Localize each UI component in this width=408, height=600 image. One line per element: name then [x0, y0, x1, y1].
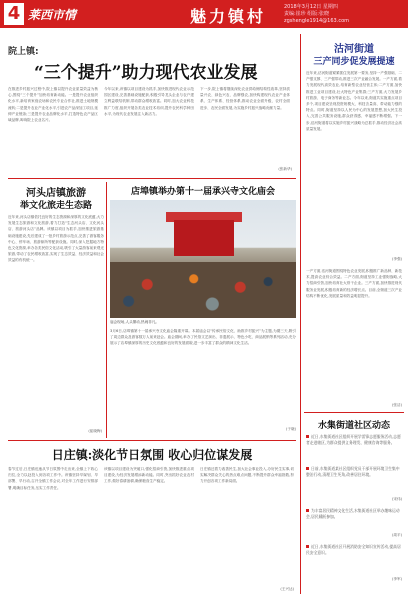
divider-line: [8, 440, 296, 441]
editor-line: 责编:崔珍 组版:张晓: [284, 11, 329, 17]
stage: [174, 220, 234, 256]
lead-column-3: 下一步,院上镇将继续深化农业供给侧结构性改革,坚持质量兴农、绿色兴农、品牌强农,加快构建现代农业产业体系、生产体系、经营体系,推动农业全面升级、农村全面进步、农民全面发展,为实施乡村振兴战略贡献力量。: [200, 87, 290, 110]
lead-headline: “三个提升”助力现代农业发展: [34, 63, 258, 83]
bullet-icon: [306, 467, 309, 470]
email-line: zgshengle1914@163.com: [284, 18, 349, 24]
left-mid-headline-1: 河头店镇旅游: [26, 188, 86, 199]
right-top-headline-1: 沽河街道: [334, 44, 374, 55]
bullet-icon: [306, 435, 309, 438]
temple-fair-photo: [110, 200, 296, 318]
crowd: [110, 262, 296, 318]
bottom-headline: 日庄镇:淡化节日氛围 收心归位谋发展: [51, 448, 253, 462]
right-top-headline-2: 三产同步促发展提速: [313, 57, 395, 67]
bullet-icon: [306, 509, 309, 512]
page-title: 魅力镇村: [190, 7, 267, 26]
right-mid-byline: (张洁): [392, 403, 402, 407]
news-byline: (宋伟): [392, 497, 402, 501]
bullet-icon: [306, 545, 309, 548]
divider-line: [304, 412, 404, 413]
bottom-column-3: 日庄镇还着力改善民生,加大社会事业投入,办好民生实事,切实解决群众关心的热点难点问题,不断提升群众幸福指数,努力开创各项工作新局面。: [200, 467, 294, 484]
section-name: 莱西市情: [28, 8, 77, 22]
divider-line: [8, 178, 296, 179]
news-item-text: 为丰富居民精神文化生活,水集街道社区举办趣味运动会,居民踊跃参加。: [306, 508, 400, 519]
news-item: [306, 466, 402, 478]
news-item-text: 近日,水集街道社区组织开展学雷锋志愿服务活动,志愿者走进辖区,为群众提供义务理发、健康咨询等服务。: [306, 434, 401, 445]
news-item-text: 日前,水集街道某社区组织党员干部开展环境卫生集中整治行动,清理卫生死角,改善居住环境。: [306, 466, 400, 477]
right-bottom-headline: 水集街道社区动态: [317, 421, 390, 431]
right-top-byline: (李强): [392, 257, 402, 261]
date-line: 2018年3月12日 星期四: [284, 4, 338, 10]
lead-column-2: 今年以来,该镇以项目建设为抓手,加快推进现代农业示范园区建设,完善基础设施配套,积极引导龙头企业与农户建立利益联结机制,带动群众增收致富。同时,加大农业科技推广力度,组织开展各类农业技术培训,提升农民科学种田水平,为现代农业发展注入新活力。: [104, 87, 194, 116]
column-divider: [300, 34, 301, 594]
news-byline: (周平): [392, 533, 402, 537]
news-item: [306, 544, 402, 556]
news-item-text: 近日,水集街道社区开展消防安全知识宣传活动,提高居民安全意识。: [306, 544, 401, 555]
column-divider: [106, 182, 107, 438]
lead-column-1: 在推进乡村振兴过程中,院上镇以提升农业质量效益为核心,围绕“三个提升”加快培育新动能。一是提升农业组织化水平,新培育家庭农场和农民专业合作社,推进土地规模流转;二是提升农业产业化水平,引进农产品深加工项目,延伸产业链条;三是提升农业品牌化水平,打造特色农产品区域品牌,叫响院上农业名片。: [8, 87, 98, 123]
lead-kicker: 院上镇:: [8, 47, 39, 57]
bottom-byline: (王兴达): [280, 587, 294, 591]
left-mid-byline: (崔晓梅): [88, 429, 102, 433]
news-item: [306, 434, 402, 446]
center-mid-headline: 店埠镇举办第十一届承兴寺文化庙会: [130, 187, 275, 197]
photo-caption: 庙会现场,人头攒动,热闹非凡。: [110, 320, 160, 324]
right-top-body: 近年来,沽河街道紧紧抓住发展第一要务,坚持一产强基础、二产强支撑、三产强带动,推进三次产业融合发展。一产方面,着力发展现代高效农业,培育新型农业经营主体;二产方面,加快推进工业项目建设,壮大特色产业集群;三产方面,大力发展乡村旅游、电子商务等新业态。今年以来,街道共实施重点项目多个,项目建设呈现投资规模大、科技含量高、带动能力强的特点。同时,街道坚持以人民为中心的发展思想,加大民生投入,完善公共服务设施,群众获得感、幸福感不断增强。下一步,沽河街道将以实施乡村振兴战略为总抓手,推动经济社会高质量发展。: [306, 71, 402, 131]
right-mid-body: 一产方面,沽河街道围绕特色农业发展,积极推广新品种、新技术,提高农业综合效益。二产方面,街道坚持工业强街战略,大力招商引资,加快培育壮大骨干企业。三产方面,加快推进现代服务业发展,积极培育新的经济增长点。目前,全街道三次产业结构不断优化,发展质量和效益明显提升。: [306, 269, 402, 298]
masthead-info: [284, 4, 349, 25]
masthead-bar: [0, 0, 408, 28]
news-item: [306, 508, 402, 520]
page-number: 4: [4, 3, 24, 25]
center-mid-body: 3月6日,店埠镇第十一届承兴寺文化庙会隆重开幕。本届庙会以“传承民俗文化、助推乡村振兴”为主题,为期三天,吸引了周边群众及游客数万人前来赶会。庙会期间,举办了民俗文艺演出、非遗展示、特色小吃、商品展销等系列活动,充分展示了店埠镇深厚的历史文化底蕴和良好的发展面貌,进一步丰富了群众的精神文化生活。: [110, 329, 296, 346]
center-mid-byline: (于晓): [286, 427, 296, 431]
left-mid-body: 近年来,河头店镇依托良好的生态资源和深厚的文化底蕴,大力发展生态旅游和文化旅游,着力打造“生态河头店、文化河头店、旅游河头店”品牌。该镇以项目为抓手,加快推进旅游基础设施建设,先后建成了一批乡村旅游示范点,完善了游客服务中心、停车场、旅游厕所等配套设施。同时,深入挖掘地方特色文化资源,举办各类民俗文化活动,吸引了大量游客前来观光旅游,带动了农民增收致富,实现了生态效益、经济效益和社会效益的有机统一。: [8, 215, 104, 263]
lead-byline: (张新华): [278, 167, 292, 171]
news-byline: (李军): [392, 577, 402, 581]
bottom-column-1: 春节过后,日庄镇迅速从节日氛围中走出来,全镇上下收心归位,全力以赴投入到各项工作中。该镇坚持早谋划、早部署、早行动,召开全镇工作会议,对全年工作进行安排部署,明确目标任务,压实工作责任。: [8, 467, 98, 490]
left-mid-headline-2: 举文化旅走生态路: [19, 201, 92, 211]
bottom-column-2: 该镇以项目建设为突破口,强化招商引资,加快推进重点项目建设,为经济发展增添新动能。同时,突出抓好农业农村工作,做好春耕备耕,确保粮食生产稳定。: [104, 467, 194, 484]
